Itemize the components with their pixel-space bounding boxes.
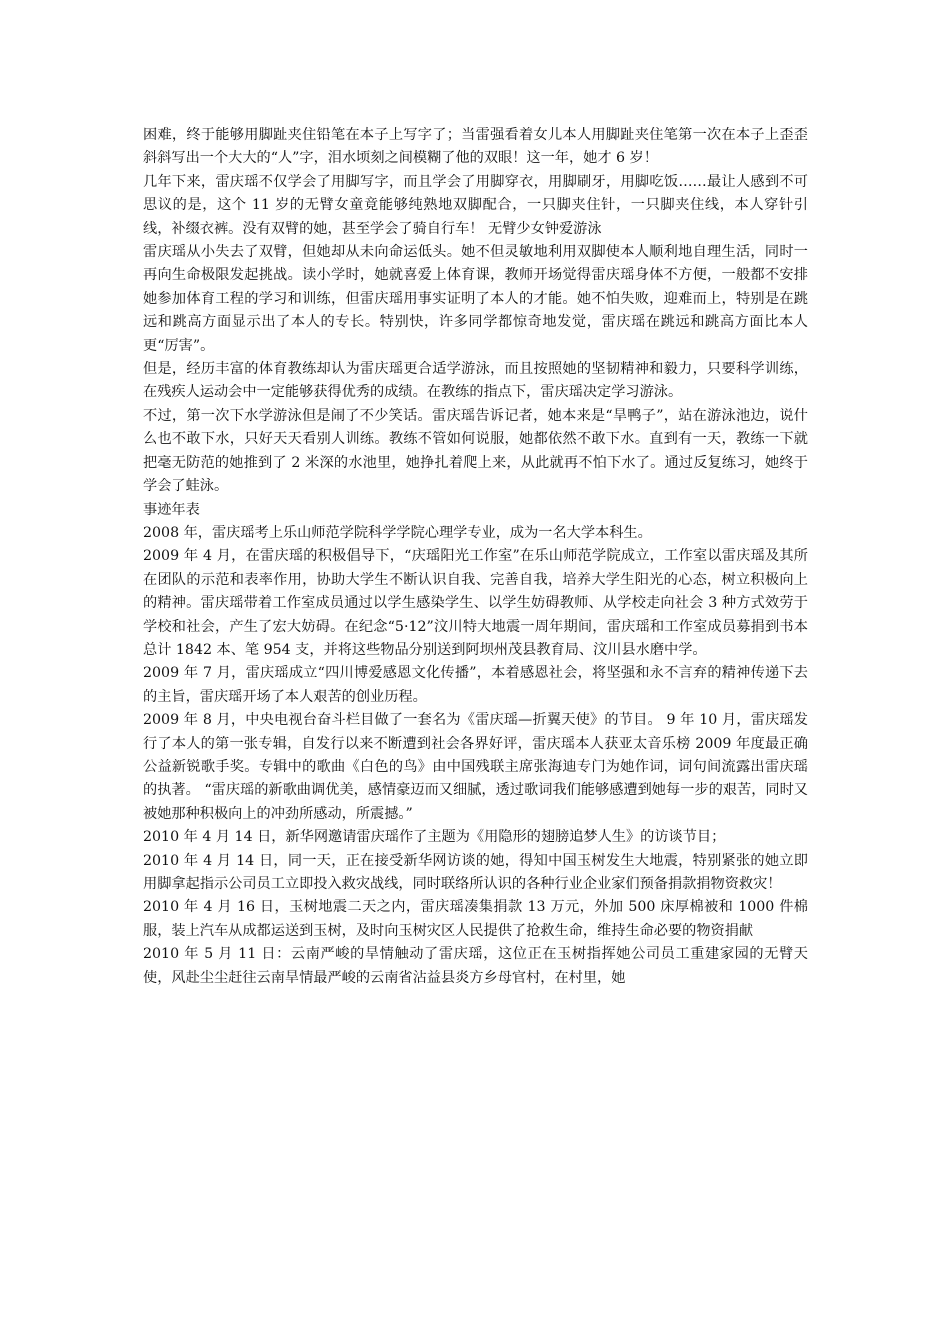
document-body <box>143 124 808 990</box>
timeline-entry: 2010 年 4 月 14 日，同一天，正在接受新华网访谈的她，得知中国玉树发生大地震，特别紧张的她立即用脚拿起指示公司员工立即投入救灾战线，同时联络所认识的各种行业企业家们预备捐款捐物资救灾！ <box>143 852 808 892</box>
paragraph-5: 不过，第一次下水学游泳但是闹了不少笑话。雷庆瑶告诉记者，她本来是“旱鸭子”，站在游泳池边，说什么也不敢下水，只好天天看别人训练。教练不管如何说服，她都依然不敢下水。直到有一天，教练一下就把毫无防范的她推到了 2 米深的水池里，她挣扎着爬上来，从此就再不怕下水了。通过反复练习，她终于学会了蛙泳。 <box>143 407 808 495</box>
timeline-entry: 2008 年，雷庆瑶考上乐山师范学院科学学院心理学专业，成为一名大学本科生。 <box>143 524 652 541</box>
paragraph-2: 几年下来，雷庆瑶不仅学会了用脚写字，而且学会了用脚穿衣，用脚刷牙，用脚吃饭……最让人感到不可思议的是，这个 11 岁的无臂女童竟能够纯熟地双脚配合，一只脚夹住针，一只脚夹住线，本人穿针引线，补缀衣裤。没有双臂的她，甚至学会了骑自行车！ 无臂少女钟爱游泳 <box>143 173 808 237</box>
paragraph-1: 困难，终于能够用脚趾夹住铅笔在本子上写字了；当雷强看着女儿本人用脚趾夹住笔第一次在本子上歪歪斜斜写出一个大大的“人”字，泪水顷刻之间模糊了他的双眼！这一年，她才 6 岁！ <box>143 127 808 167</box>
timeline-entry: 2010 年 5 月 11 日：云南严峻的旱情触动了雷庆瑶，这位正在玉树指挥她公司员工重建家园的无臂天使，风赴尘尘赶往云南旱情最严峻的云南省沾益县炎方乡母官村，在村里，她 <box>143 946 808 986</box>
paragraph-3: 雷庆瑶从小失去了双臂，但她却从未向命运低头。她不但灵敏地利用双脚使本人顺利地自理生活，同时一再向生命极限发起挑战。读小学时，她就喜爱上体育课，教师开场觉得雷庆瑶身体不方便，一般都不安排她参加体育工程的学习和训练，但雷庆瑶用事实证明了本人的才能。她不怕失败，迎难而上，特别是在跳远和跳高方面显示出了本人的专长。特别快，许多同学都惊奇地发觉，雷庆瑶在跳远和跳高方面比本人更“厉害”。 <box>143 244 808 354</box>
timeline-entry: 2010 年 4 月 16 日，玉树地震二天之内，雷庆瑶凑集捐款 13 万元，外加 500 床厚棉被和 1000 件棉服，装上汽车从成都运送到玉树，及时向玉树灾区人民提供了抢救生命，维持生命必要的物资捐献 <box>143 899 808 939</box>
timeline-entry: 2010 年 4 月 14 日，新华网邀请雷庆瑶作了主题为《用隐形的翅膀追梦人生》的访谈节目； <box>143 829 726 846</box>
timeline-entry: 2009 年 8 月，中央电视台奋斗栏目做了一套名为《雷庆瑶—折翼天使》的节目。 9 年 10 月，雷庆瑶发行了本人的第一张专辑，自发行以来不断遭到社会各界好评，雷庆瑶本人获亚太音乐榜 2009 年度最正确公益新锐歌手奖。专辑中的歌曲《白色的鸟》由中国残联主席张海迪专门为她作词，词句间流露出雷庆瑶的执著。 “雷庆瑶的新歌曲调优美，感情豪迈而又细腻，透过歌词我们能够感遭到她每一步的艰苦，同时又被她那种积极向上的冲劲所感动，所震撼。” <box>143 712 808 822</box>
paragraph-4: 但是，经历丰富的体育教练却认为雷庆瑶更合适学游泳，而且按照她的坚韧精神和毅力，只要科学训练，在残疾人运动会中一定能够获得优秀的成绩。在教练的指点下，雷庆瑶决定学习游泳。 <box>143 361 808 401</box>
timeline-entry: 2009 年 4 月，在雷庆瑶的积极倡导下，“庆瑶阳光工作室”在乐山师范学院成立，工作室以雷庆瑶及其所在团队的示范和表率作用，协助大学生不断认识自我、完善自我，培养大学生阳光的心态，树立积极向上的精神。雷庆瑶带着工作室成员通过以学生感染学生、以学生妨碍教师、从学校走向社会 3 种方式效劳于学校和社会，产生了宏大妨碍。在纪念“5·12”汶川特大地震一周年期间，雷庆瑶和工作室成员募捐到书本总计 1842 本、笔 954 支，并将这些物品分别送到阿坝州茂县教育局、汶川县水磨中学。 <box>143 548 808 658</box>
section-heading: 事迹年表 <box>143 501 200 518</box>
timeline-entry: 2009 年 7 月，雷庆瑶成立“四川博爱感恩文化传播”，本着感恩社会，将坚强和永不言弃的精神传递下去的主旨，雷庆瑶开场了本人艰苦的创业历程。 <box>143 665 808 705</box>
